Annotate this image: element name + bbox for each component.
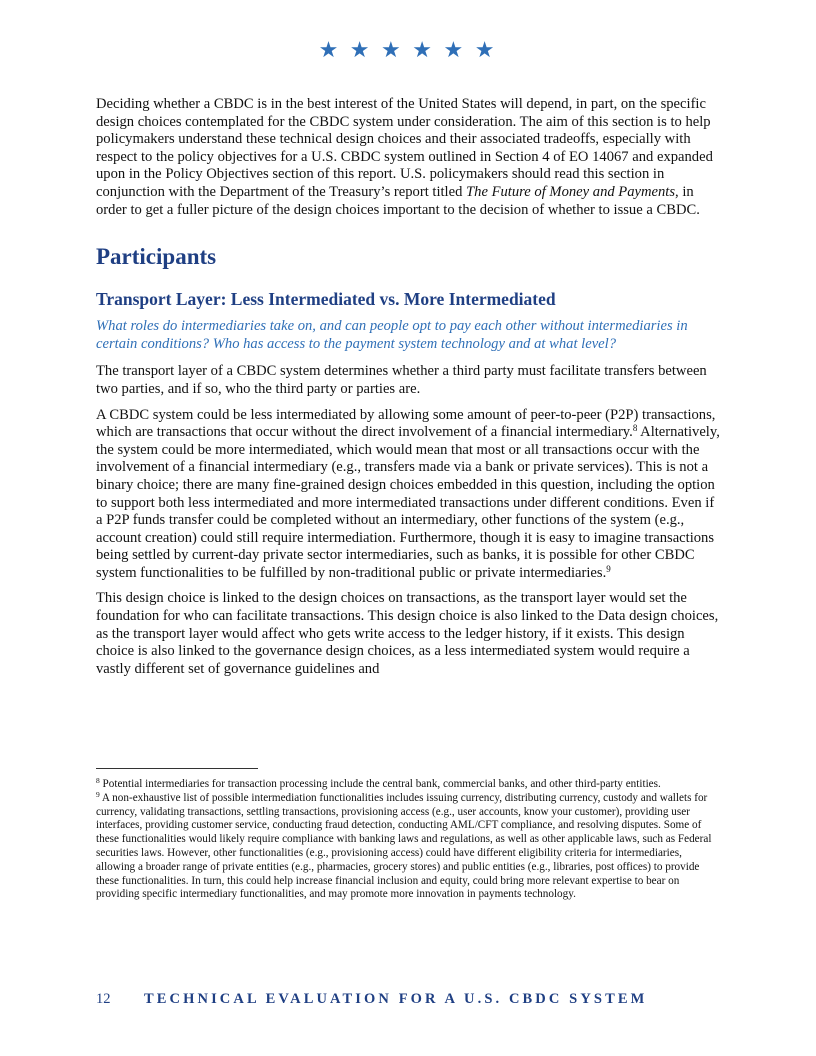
footnote-8 [96,778,722,792]
intro-paragraph [96,96,722,219]
page-footer [96,990,736,1008]
footnote-number: 9 [96,789,100,799]
body-paragraph-2 [96,407,722,583]
intro-text-end: , in order to get a fuller picture of the design choices important to the decision of whether to issue a CBDC. [96,183,700,218]
intro-text-start: Deciding whether a CBDC is in the best interest of the United States will depend, in part, on the specific design choices contemplated for the CBDC system under consideration. The aim of this section is to help policymakers understand these technical design choices and their associated tradeoffs, especially with respect to the policy objectives for a U.S. CBDC system outlined in Section 4 of EO 14067 and expanded upon in the Policy Objectives section of this report. U.S. policymakers should read this section in conjunction with the Department of the Treasury’s report titled [96,96,713,200]
para2-text-start: A CBDC system could be less intermediated by allowing some amount of peer-to-peer (P2P) transactions, which are transactions that occur without the direct involvement of a financial intermediary. [96,406,716,441]
footnote-ref-8[interactable]: 8 [632,423,638,434]
running-title: TECHNICAL EVALUATION FOR A U.S. CBDC SYSTEM [144,991,648,1007]
footnote-number: 8 [96,776,100,785]
subsection-heading: Transport Layer: Less Intermediated vs. More Intermediated [96,289,556,310]
main-content [96,96,722,686]
guiding-question: What roles do intermediaries take on, and can people opt to pay each other without intermediaries in certain conditions? Who has access to the payment system technology and at what level? [96,318,688,352]
section-heading: Participants [96,244,217,270]
body-paragraph-1: The transport layer of a CBDC system determines whether a third party must facilitate transfers between two parties, and if so, who the third party or parties are. [96,363,707,397]
footnote-divider [96,768,258,769]
footnote-9 [96,789,722,902]
footnotes [96,778,722,902]
report-title: The Future of Money and Payments [466,183,676,200]
star-row-icon: ★ ★ ★ ★ ★ ★ [318,37,498,62]
body-paragraph-3: This design choice is linked to the design choices on transactions, as the transport layer would set the foundation for who can facilitate transactions. This design choice is also linked to the Data design choices, as the transport layer would affect who gets write access to the ledger history, if it exists. This design choice is also linked to the governance design choices, as a less intermediated system would require a vastly different set of governance guidelines and [96,590,719,677]
para2-text-end: Alternatively, the system could be more intermediated, which would mean that most or all transactions occur with the involvement of a financial intermediary (e.g., transfers made via a bank or private services). This is not a binary choice; there are many fine-grained design choices embedded in this question, including the option to support both less intermediated and more intermediated transactions under different conditions. Even if a P2P funds transfer could be completed without an intermediary, other functions of the system (e.g., account creation) could still require intermediation. Furthermore, though it is easy to imagine transactions being settled by current-day private sector intermediaries, such as banks, it is possible for other CBDC system functionalities to be fulfilled by non-traditional public or private intermediaries. [96,424,720,581]
footnote-text: A non-exhaustive list of possible intermediation functionalities includes issuing currency, distributing currency, custody and wallets for currency, validating transactions, settling transactions, provisioning access (e.g., user accounts, know your customer), providing user interfaces, providing customer service, conducting fraud detection, conducting AML/CFT compliance, and resolving disputes. Some of these functionalities would likely require compliance with banking laws and regulations, as well as other applicable laws, such as Federal securities laws. However, other functionalities (e.g., provisioning access) could have different eligibility criteria for intermediaries, allowing a broader range of private entities (e.g., pharmacies, grocery stores) and public entities (e.g., libraries, post offices) to provide these functionalities. In turn, this could help increase financial inclusion and equity, could bring more relevant expertise to bear on providing specific intermediary functionalities, and may promote more innovation in payments technology. [96,791,712,901]
page-number: 12 [96,991,111,1007]
footnote-text: Potential intermediaries for transaction processing include the central bank, commercial banks, and other third-party entities. [99,778,661,790]
footnote-ref-9[interactable]: 9 [606,563,611,574]
